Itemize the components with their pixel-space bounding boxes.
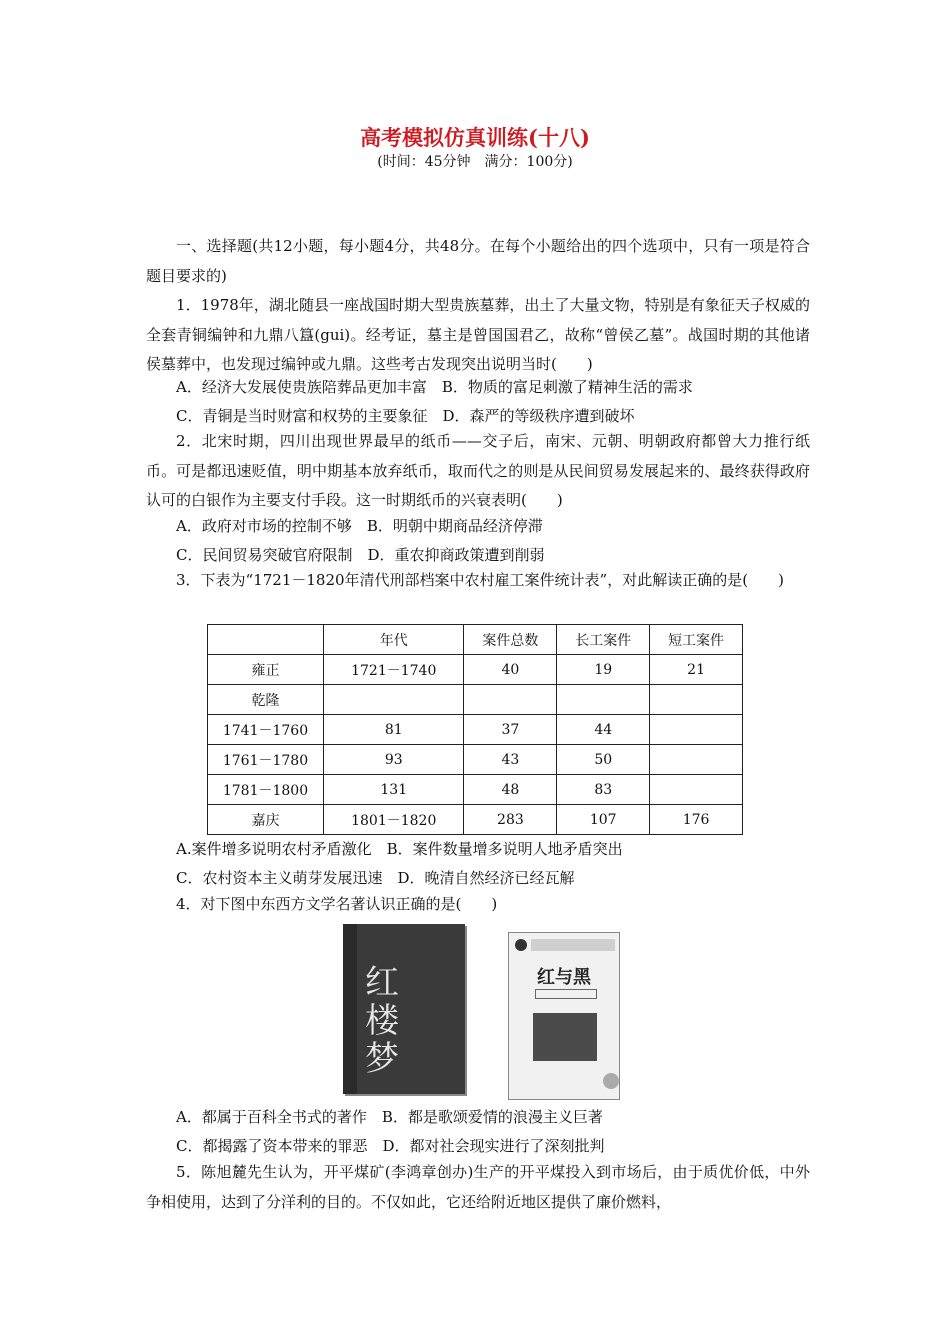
- book-title-calligraphy: 红楼梦: [365, 963, 399, 1079]
- book-subtitle-box: [535, 989, 597, 999]
- question-1-options-ab: A．经济大发展使贵族陪葬品更加丰富 B．物质的富足刺激了精神生活的需求: [176, 378, 693, 396]
- question-1-options-cd: C．青铜是当时财富和权势的主要象征 D．森严的等级秩序遭到破坏: [176, 407, 635, 425]
- table-cell: [464, 685, 557, 715]
- book-cover-hongloumeng: [343, 924, 465, 1094]
- table-row: [208, 745, 743, 775]
- table-row: [208, 685, 743, 715]
- table-cell: 48: [464, 775, 557, 805]
- table-cell: 1741－1760: [208, 715, 324, 745]
- table-cell: 131: [324, 775, 464, 805]
- table-cell: 1761－1780: [208, 745, 324, 775]
- section-header: 一、选择题(共12小题，每小题4分，共48分。在每个小题给出的四个选项中，只有一项是符合题目要求的): [146, 237, 810, 285]
- question-3-options-ab: A.案件增多说明农村矛盾激化 B．案件数量增多说明人地矛盾突出: [176, 840, 623, 858]
- table-cell: [324, 685, 464, 715]
- book-cover-photo: [533, 1013, 597, 1061]
- question-4-options-cd: C．都揭露了资本带来的罪恶 D．都对社会现实进行了深刻批判: [176, 1137, 605, 1155]
- table-cell: 107: [557, 805, 650, 835]
- table-cell: 37: [464, 715, 557, 745]
- table-row: [208, 625, 743, 655]
- table-cell: 176: [650, 805, 743, 835]
- question-3-stem: 3．下表为“1721－1820年清代刑部档案中农村雇工案件统计表”，对此解读正确的是( ): [176, 571, 784, 589]
- question-2-options-cd: C．民间贸易突破官府限制 D．重农抑商政策遭到削弱: [176, 546, 545, 564]
- publisher-logo-icon: [515, 939, 527, 951]
- question-2-stem: 2．北宋时期，四川出现世界最早的纸币——交子后，南宋、元朝、明朝政府都曾大力推行纸币。可是都迅速贬值，明中期基本放弃纸币，取而代之的则是从民间贸易发展起来的、最终获得政府认可的白银作为主要支付手段。这一时期纸币的兴衰表明( ): [146, 432, 810, 509]
- table-cell: 案件总数: [464, 625, 557, 655]
- table-cell: 283: [464, 805, 557, 835]
- question-4-options-ab: A．都属于百科全书式的著作 B．都是歌颂爱情的浪漫主义巨著: [176, 1108, 603, 1126]
- table-cell: 43: [464, 745, 557, 775]
- table-cell: 81: [324, 715, 464, 745]
- table-cell: [557, 685, 650, 715]
- table-cell: [650, 715, 743, 745]
- question-5-stem: 5．陈旭麓先生认为，开平煤矿(李鸿章创办)生产的开平煤投入到市场后，由于质优价低，中外争相使用，达到了分洋利的目的。不仅如此，它还给附近地区提供了廉价燃料，: [146, 1163, 810, 1211]
- table-cell: [650, 745, 743, 775]
- question-1-stem: 1．1978年，湖北随县一座战国时期大型贵族墓葬，出土了大量文物，特别是有象征天子权威的全套青铜编钟和九鼎八簋(gui)。经考证，墓主是曾国国君乙，故称“曾侯乙墓”。战国时期的其他诸侯墓葬中，也发现过编钟或九鼎。这些考古发现突出说明当时( ): [146, 296, 810, 373]
- table-cell: [650, 775, 743, 805]
- table-cell: [208, 625, 324, 655]
- table-row: [208, 715, 743, 745]
- table-row: [208, 805, 743, 835]
- table-cell: 年代: [324, 625, 464, 655]
- book-cover-hongyuhei: [508, 932, 620, 1100]
- table-cell: 40: [464, 655, 557, 685]
- page-subtitle: (时间：45分钟 满分：100分): [377, 154, 573, 170]
- badge-icon: [603, 1073, 619, 1089]
- statistics-table: [207, 624, 743, 835]
- question-2-options-ab: A．政府对市场的控制不够 B．明朝中期商品经济停滞: [176, 517, 543, 535]
- table-cell: 21: [650, 655, 743, 685]
- book-title: 红与黑: [537, 967, 591, 988]
- table-row: [208, 655, 743, 685]
- table-cell: 1721－1740: [324, 655, 464, 685]
- question-4-stem: 4．对下图中东西方文学名著认识正确的是( ): [176, 895, 498, 913]
- table-cell: [650, 685, 743, 715]
- table-cell: 长工案件: [557, 625, 650, 655]
- table-cell: 93: [324, 745, 464, 775]
- table-cell: 雍正: [208, 655, 324, 685]
- page-title: 高考模拟仿真训练(十八): [360, 125, 590, 150]
- table-cell: 嘉庆: [208, 805, 324, 835]
- table-cell: 19: [557, 655, 650, 685]
- book-header-band: [531, 939, 615, 951]
- table-row: [208, 775, 743, 805]
- table-cell: 50: [557, 745, 650, 775]
- table-cell: 乾隆: [208, 685, 324, 715]
- table-cell: 短工案件: [650, 625, 743, 655]
- question-3-options-cd: C．农村资本主义萌芽发展迅速 D．晚清自然经济已经瓦解: [176, 869, 575, 887]
- table-cell: 1801－1820: [324, 805, 464, 835]
- table-cell: 44: [557, 715, 650, 745]
- table-cell: 83: [557, 775, 650, 805]
- book-spine: [343, 924, 357, 1094]
- table-cell: 1781－1800: [208, 775, 324, 805]
